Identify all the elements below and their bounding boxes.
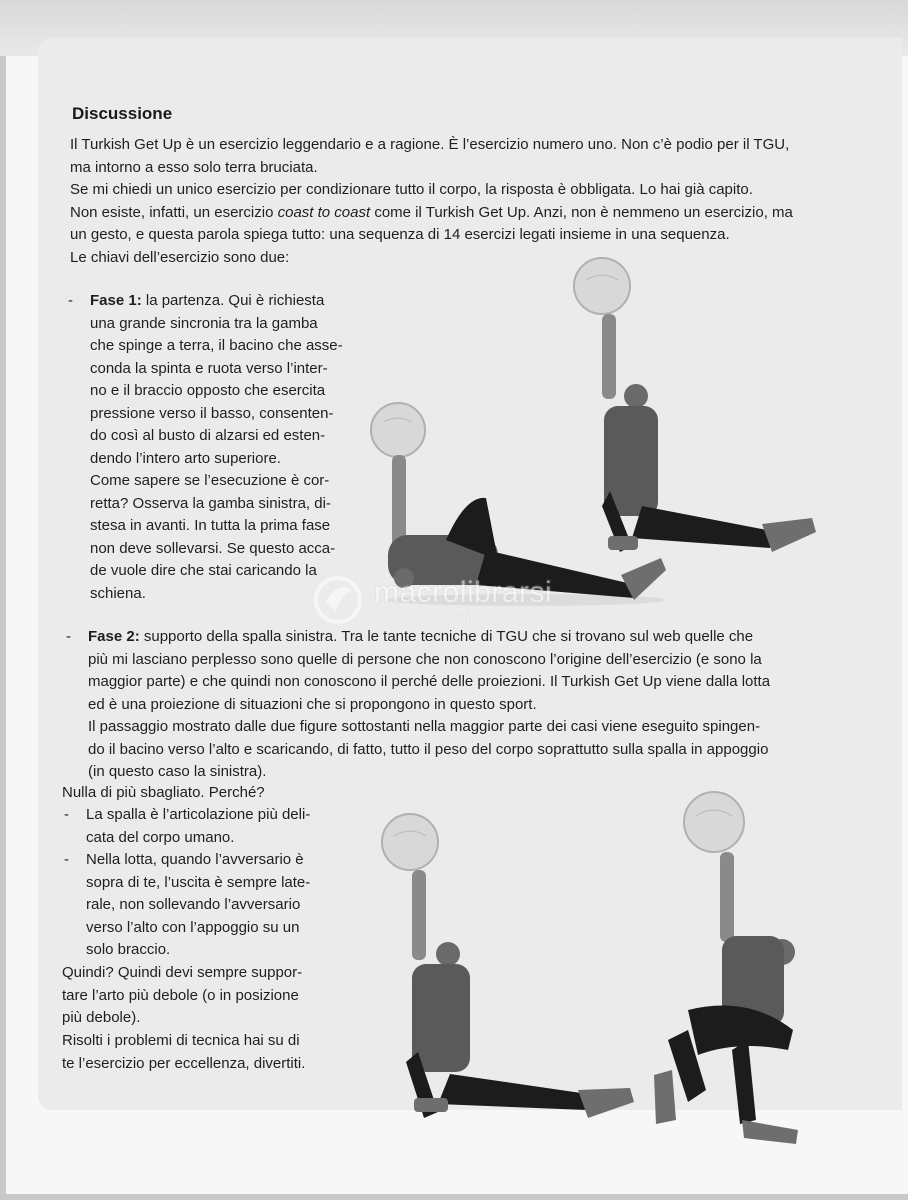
fase1-paragraph (90, 290, 354, 605)
fase2-paragraph (88, 626, 848, 784)
fase1-line: no e il braccio opposto che esercita (90, 382, 326, 399)
fase1-line: do così al busto di alzarsi ed esten- (90, 427, 326, 444)
bullet2-line: sopra di te, l’uscita è sempre late- (86, 873, 311, 891)
fase2-line: supporto della spalla sinistra. Tra le tante tecniche di TGU che si trovano sul web quelle che (139, 628, 754, 645)
photo-rising-figure (648, 790, 814, 1148)
bullet2 (86, 849, 328, 962)
watermark-brand: macrolibrarsi (374, 576, 553, 609)
closing-p1-line: tare l’arto più debole (o in posizione (62, 986, 299, 1004)
intro-p2-emphasis: coast to coast (277, 203, 371, 221)
intro-p2-line2a: Non esiste, infatti, un esercizio (70, 203, 278, 221)
fase2-label: Fase 2: (88, 628, 140, 645)
closing-question-text: Nulla di più sbagliato. Perché? (62, 784, 265, 801)
watermark-tagline: ALTERNATIVA NATURALE (420, 612, 589, 622)
intro-p3: Le chiavi dell’esercizio sono due: (70, 248, 290, 266)
fase1-line: stesa in avanti. In tutta la prima fase (90, 517, 331, 534)
intro-p1-line2: ma intorno a esso solo terra bruciata. (70, 158, 318, 176)
photo-seated-figure (378, 812, 640, 1130)
bullet2-line: solo braccio. (86, 941, 171, 958)
fase1-line: la partenza. Qui è richiesta (141, 292, 325, 309)
bullet1 (86, 804, 328, 849)
fase1-line: schiena. (90, 584, 146, 602)
closing-p1-line: Quindi? Quindi devi sempre suppor- (62, 964, 303, 981)
closing-question (62, 782, 342, 805)
bullet2-line: verso l’alto con l’appoggio su un (86, 918, 300, 936)
bullet1-line: La spalla è l’articolazione più deli- (86, 806, 311, 823)
closing-paragraph-1 (62, 962, 328, 1030)
fase2-line: (in questo caso la sinistra). (88, 763, 267, 780)
fase2-line: Il passaggio mostrato dalle due figure sottostanti nella maggior parte dei casi viene eseguito spingen- (88, 718, 761, 735)
bullet2-line: rale, non sollevando l’avversario (86, 896, 301, 913)
fase1-line: non deve sollevarsi. Se questo acca- (90, 539, 336, 557)
fase1-line: de vuole dire che stai caricando la (90, 562, 317, 579)
watermark (310, 572, 640, 628)
intro-paragraph-1 (70, 134, 840, 269)
watermark-logo-icon (310, 572, 366, 628)
fase1-line: Come sapere se l’esecuzione è cor- (90, 472, 330, 489)
fase1-line: retta? Osserva la gamba sinistra, di- (90, 494, 331, 512)
fase2-line: più mi lasciano perplesso sono quelle di persone che non conoscono l’origine dell’esercizio (e sono la (88, 650, 762, 668)
fase1-line: pressione verso il basso, consenten- (90, 404, 334, 422)
bullet2-line: Nella lotta, quando l’avversario è (86, 851, 304, 868)
bullet1-line: cata del corpo umano. (86, 828, 235, 846)
fase1-dash: - (68, 292, 73, 309)
fase1-label: Fase 1: (90, 292, 142, 309)
intro-p2-line3: un gesto, e questa parola spiega tutto: una sequenza di 14 esercizi legati insieme in una sequenza. (70, 226, 730, 243)
photo-sitting-figure (572, 256, 822, 561)
fase2-line: do il bacino verso l’alto e scaricando, di fatto, tutto il peso del corpo soprattutto sulla spalla in appoggio (88, 740, 769, 758)
intro-p1-line1: Il Turkish Get Up è un esercizio leggendario e a ragione. È l’esercizio numero uno. Non c’è podio per il TGU, (70, 136, 790, 153)
fase1-line: una grande sincronia tra la gamba (90, 314, 318, 332)
closing-p2-line: Risolti i problemi di tecnica hai su di (62, 1032, 300, 1049)
fase1-line: dendo l’intero arto superiore. (90, 449, 281, 467)
closing-p2-line: te l’esercizio per eccellenza, divertiti. (62, 1054, 306, 1072)
bullet1-dash: - (64, 806, 69, 823)
bullet2-dash: - (64, 851, 69, 868)
intro-p2-line1: Se mi chiedi un unico esercizio per condizionare tutto il corpo, la risposta è obbligata. Lo hai già capito. (70, 181, 753, 198)
closing-paragraph-2 (62, 1030, 328, 1075)
fase2-dash: - (66, 628, 71, 645)
intro-p2-line2b: come il Turkish Get Up. Anzi, non è nemmeno un esercizio, ma (370, 203, 793, 221)
fase2-line: maggior parte) e che quindi non conoscono il perché delle proiezioni. Il Turkish Get Up viene dalla lotta (88, 673, 771, 690)
section-heading: Discussione (72, 104, 173, 123)
fase2-line: ed è una proiezione di situazioni che si propongono in questo sport. (88, 695, 537, 713)
fase1-line: conda la spinta e ruota verso l’inter- (90, 359, 328, 377)
fase1-line: che spinge a terra, il bacino che asse- (90, 337, 343, 354)
closing-p1-line: più debole). (62, 1009, 141, 1026)
